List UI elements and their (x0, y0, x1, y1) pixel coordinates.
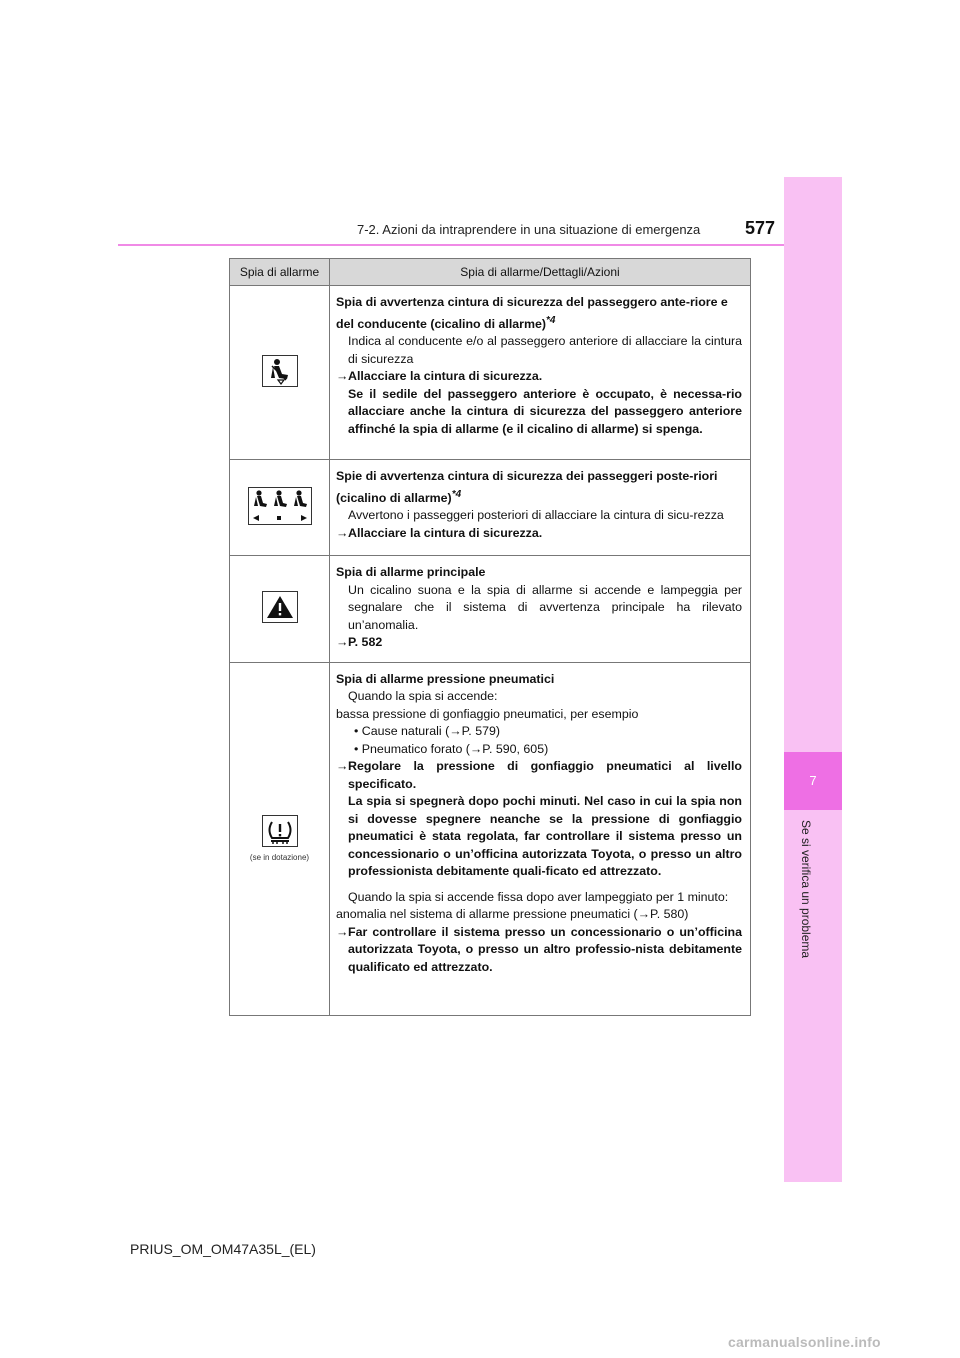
arrow-icon: → (336, 924, 349, 939)
chapter-number-badge: 7 (784, 752, 842, 810)
action-line (336, 525, 742, 543)
section-heading: 7-2. Azioni da intraprendere in una situazione di emergenza (357, 222, 701, 237)
icon-cell (230, 556, 330, 663)
action-text: Allacciare la cintura di sicurezza. (348, 525, 543, 540)
arrow-icon: → (336, 759, 349, 773)
table-row (230, 460, 751, 556)
details-cell (330, 286, 751, 460)
icon-cell (230, 286, 330, 460)
document-code: PRIUS_OM_OM47A35L_(EL) (130, 1241, 316, 1257)
header-rule (118, 244, 784, 246)
arrow-icon: → (336, 369, 349, 384)
arrow-icon: → (336, 635, 349, 649)
bullet-item: • Cause naturali (→P. 579) (354, 724, 500, 738)
page-reference: P. 582 (348, 635, 383, 649)
light-title: Spie di avvertenza cintura di sicurezza dei passeggeri poste-riori (cicalino di allarme)$^{*4}$ (336, 469, 718, 505)
chapter-side-tab (784, 177, 842, 1182)
front-seatbelt-reminder-icon (262, 355, 298, 387)
column-header-light: Spia di allarme (230, 259, 330, 286)
icon-caption: (se in dotazione) (249, 853, 310, 862)
table-header-row (230, 259, 751, 286)
table-row (230, 662, 751, 1015)
icon-cell (230, 460, 330, 556)
column-header-details: Spia di allarme/Dettagli/Azioni (330, 259, 751, 286)
chapter-title-vertical (784, 820, 842, 990)
action-line (336, 634, 742, 652)
arrow-icon: → (336, 525, 349, 540)
action-text: Regolare la pressione di gonfiaggio pneumatici al livello specificato. La spia si spegnerà dopo pochi minuti. Nel caso in cui la spia non si dovesse spegnere neanche se la pressione di gonfiaggio pneumatici è stata regolata, far controllare il sistema presso un concessionario o un’officina autorizzata Toyota, o presso un altro professionista debitamente quali-ficato ed attrezzato. (348, 759, 742, 878)
light-description-3: Quando la spia si accende fissa dopo aver lampeggiato per 1 minuto: (348, 889, 729, 904)
light-description-2: bassa pressione di gonfiaggio pneumatici, per esempio (336, 706, 639, 721)
tire-pressure-warning-icon (262, 815, 298, 847)
action-line (336, 758, 742, 881)
light-description-4: anomalia nel sistema di allarme pressione pneumatici (→P. 580) (336, 907, 689, 921)
bullet-item: • Pneumatico forato (→P. 590, 605) (354, 741, 549, 756)
details-cell (330, 662, 751, 1015)
light-title: Spia di avvertenza cintura di sicurezza del passeggero ante-riore e del conducente (cicalino di allarme)$^{*4}$ (336, 295, 728, 331)
page-number: 577 (745, 218, 776, 238)
details-cell (330, 460, 751, 556)
icon-cell (230, 662, 330, 1015)
light-title: Spia di allarme principale (336, 565, 486, 579)
action-text: Allacciare la cintura di sicurezza. Se il sedile del passeggero anteriore è occupato, è necessa-rio allacciare anche la cintura di sicurezza del passeggero anteriore affinché la spia di allarme (e il cicalino di allarme) si spenga. (348, 369, 742, 436)
details-cell (330, 556, 751, 663)
light-title: Spia di allarme pressione pneumatici (336, 671, 555, 686)
light-description: Avvertono i passeggeri posteriori di allacciare la cintura di sicu-rezza (348, 508, 724, 523)
action-line (336, 368, 742, 438)
warning-lights-table (229, 258, 751, 1016)
action-line (336, 924, 742, 977)
master-warning-icon (262, 591, 298, 623)
chapter-title-text: Se si verifica un problema (799, 820, 813, 959)
light-description: Indica al conducente e/o al passeggero anteriore di allacciare la cintura di sicurezza (348, 334, 742, 366)
rear-seatbelt-reminder-icon (248, 487, 312, 525)
light-description: Quando la spia si accende: (348, 689, 498, 703)
table-row (230, 286, 751, 460)
action-text: Far controllare il sistema presso un concessionario o un’officina autorizzata Toyota, o presso un altro professio-nista debitamente qualificato ed attrezzato. (348, 924, 742, 974)
table-row (230, 556, 751, 663)
watermark: carmanualsonline.info (728, 1334, 881, 1350)
light-description: Un cicalino suona e la spia di allarme si accende e lampeggia per segnalare che il sistema di avvertenza principale ha rilevato un’anomalia. (348, 582, 742, 632)
